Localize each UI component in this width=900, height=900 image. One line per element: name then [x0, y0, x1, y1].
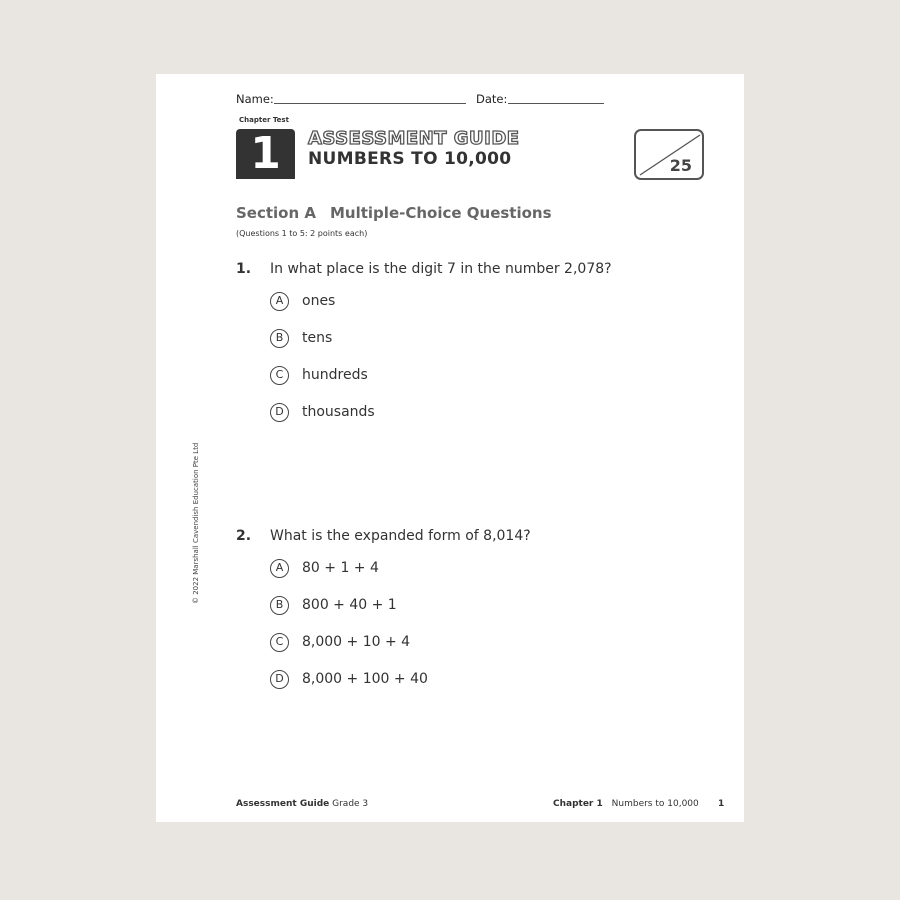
section-label: Section A — [236, 204, 316, 222]
option-d[interactable] — [270, 668, 428, 690]
name-line — [274, 103, 466, 104]
option-letter: D — [270, 670, 289, 689]
page-number: 1 — [718, 799, 725, 809]
option-text: 800 + 40 + 1 — [302, 597, 397, 613]
option-text: tens — [302, 330, 333, 346]
date-line — [508, 103, 604, 104]
option-text: thousands — [302, 404, 375, 420]
option-a[interactable] — [270, 290, 335, 312]
name-label: Name: — [236, 92, 274, 106]
option-text: 8,000 + 100 + 40 — [302, 671, 428, 687]
footer-grade: Grade 3 — [332, 799, 369, 809]
assessment-guide-title: ASSESSMENT GUIDE — [308, 128, 520, 149]
option-c[interactable] — [270, 631, 410, 653]
worksheet-page — [156, 74, 744, 822]
question-number: 2. — [236, 528, 252, 544]
section-heading: Multiple-Choice Questions — [330, 204, 552, 222]
option-a[interactable] — [270, 557, 379, 579]
option-letter: A — [270, 559, 289, 578]
option-b[interactable] — [270, 594, 397, 616]
chapter-test-label: Chapter Test — [239, 116, 289, 124]
footer-chapter — [553, 799, 699, 809]
option-text: hundreds — [302, 367, 368, 383]
option-letter: C — [270, 366, 289, 385]
option-letter: B — [270, 329, 289, 348]
copyright-notice: © 2022 Marshall Cavendish Education Pte Ltd — [192, 442, 200, 604]
footer-guide — [236, 799, 368, 809]
option-text: 8,000 + 10 + 4 — [302, 634, 411, 650]
chapter-number-badge: 1 — [236, 129, 295, 179]
option-text: ones — [302, 293, 336, 309]
footer-chapter-title: Numbers to 10,000 — [611, 799, 699, 809]
date-label: Date: — [476, 92, 508, 106]
option-letter: D — [270, 403, 289, 422]
question-number: 1. — [236, 261, 252, 277]
option-letter: B — [270, 596, 289, 615]
section-title — [236, 204, 552, 222]
footer-chapter-number: Chapter 1 — [553, 799, 603, 809]
option-letter: A — [270, 292, 289, 311]
option-letter: C — [270, 633, 289, 652]
option-c[interactable] — [270, 364, 368, 386]
option-d[interactable] — [270, 401, 375, 423]
score-box — [634, 129, 704, 180]
option-text: 80 + 1 + 4 — [302, 560, 379, 576]
option-b[interactable] — [270, 327, 332, 349]
question-text: What is the expanded form of 8,014? — [270, 528, 531, 544]
footer-guide-name: Assessment Guide — [236, 799, 330, 809]
chapter-title: NUMBERS TO 10,000 — [308, 149, 512, 169]
score-total: 25 — [669, 156, 692, 175]
question-text: In what place is the digit 7 in the number 2,078? — [270, 261, 612, 277]
section-note: (Questions 1 to 5: 2 points each) — [236, 229, 368, 238]
